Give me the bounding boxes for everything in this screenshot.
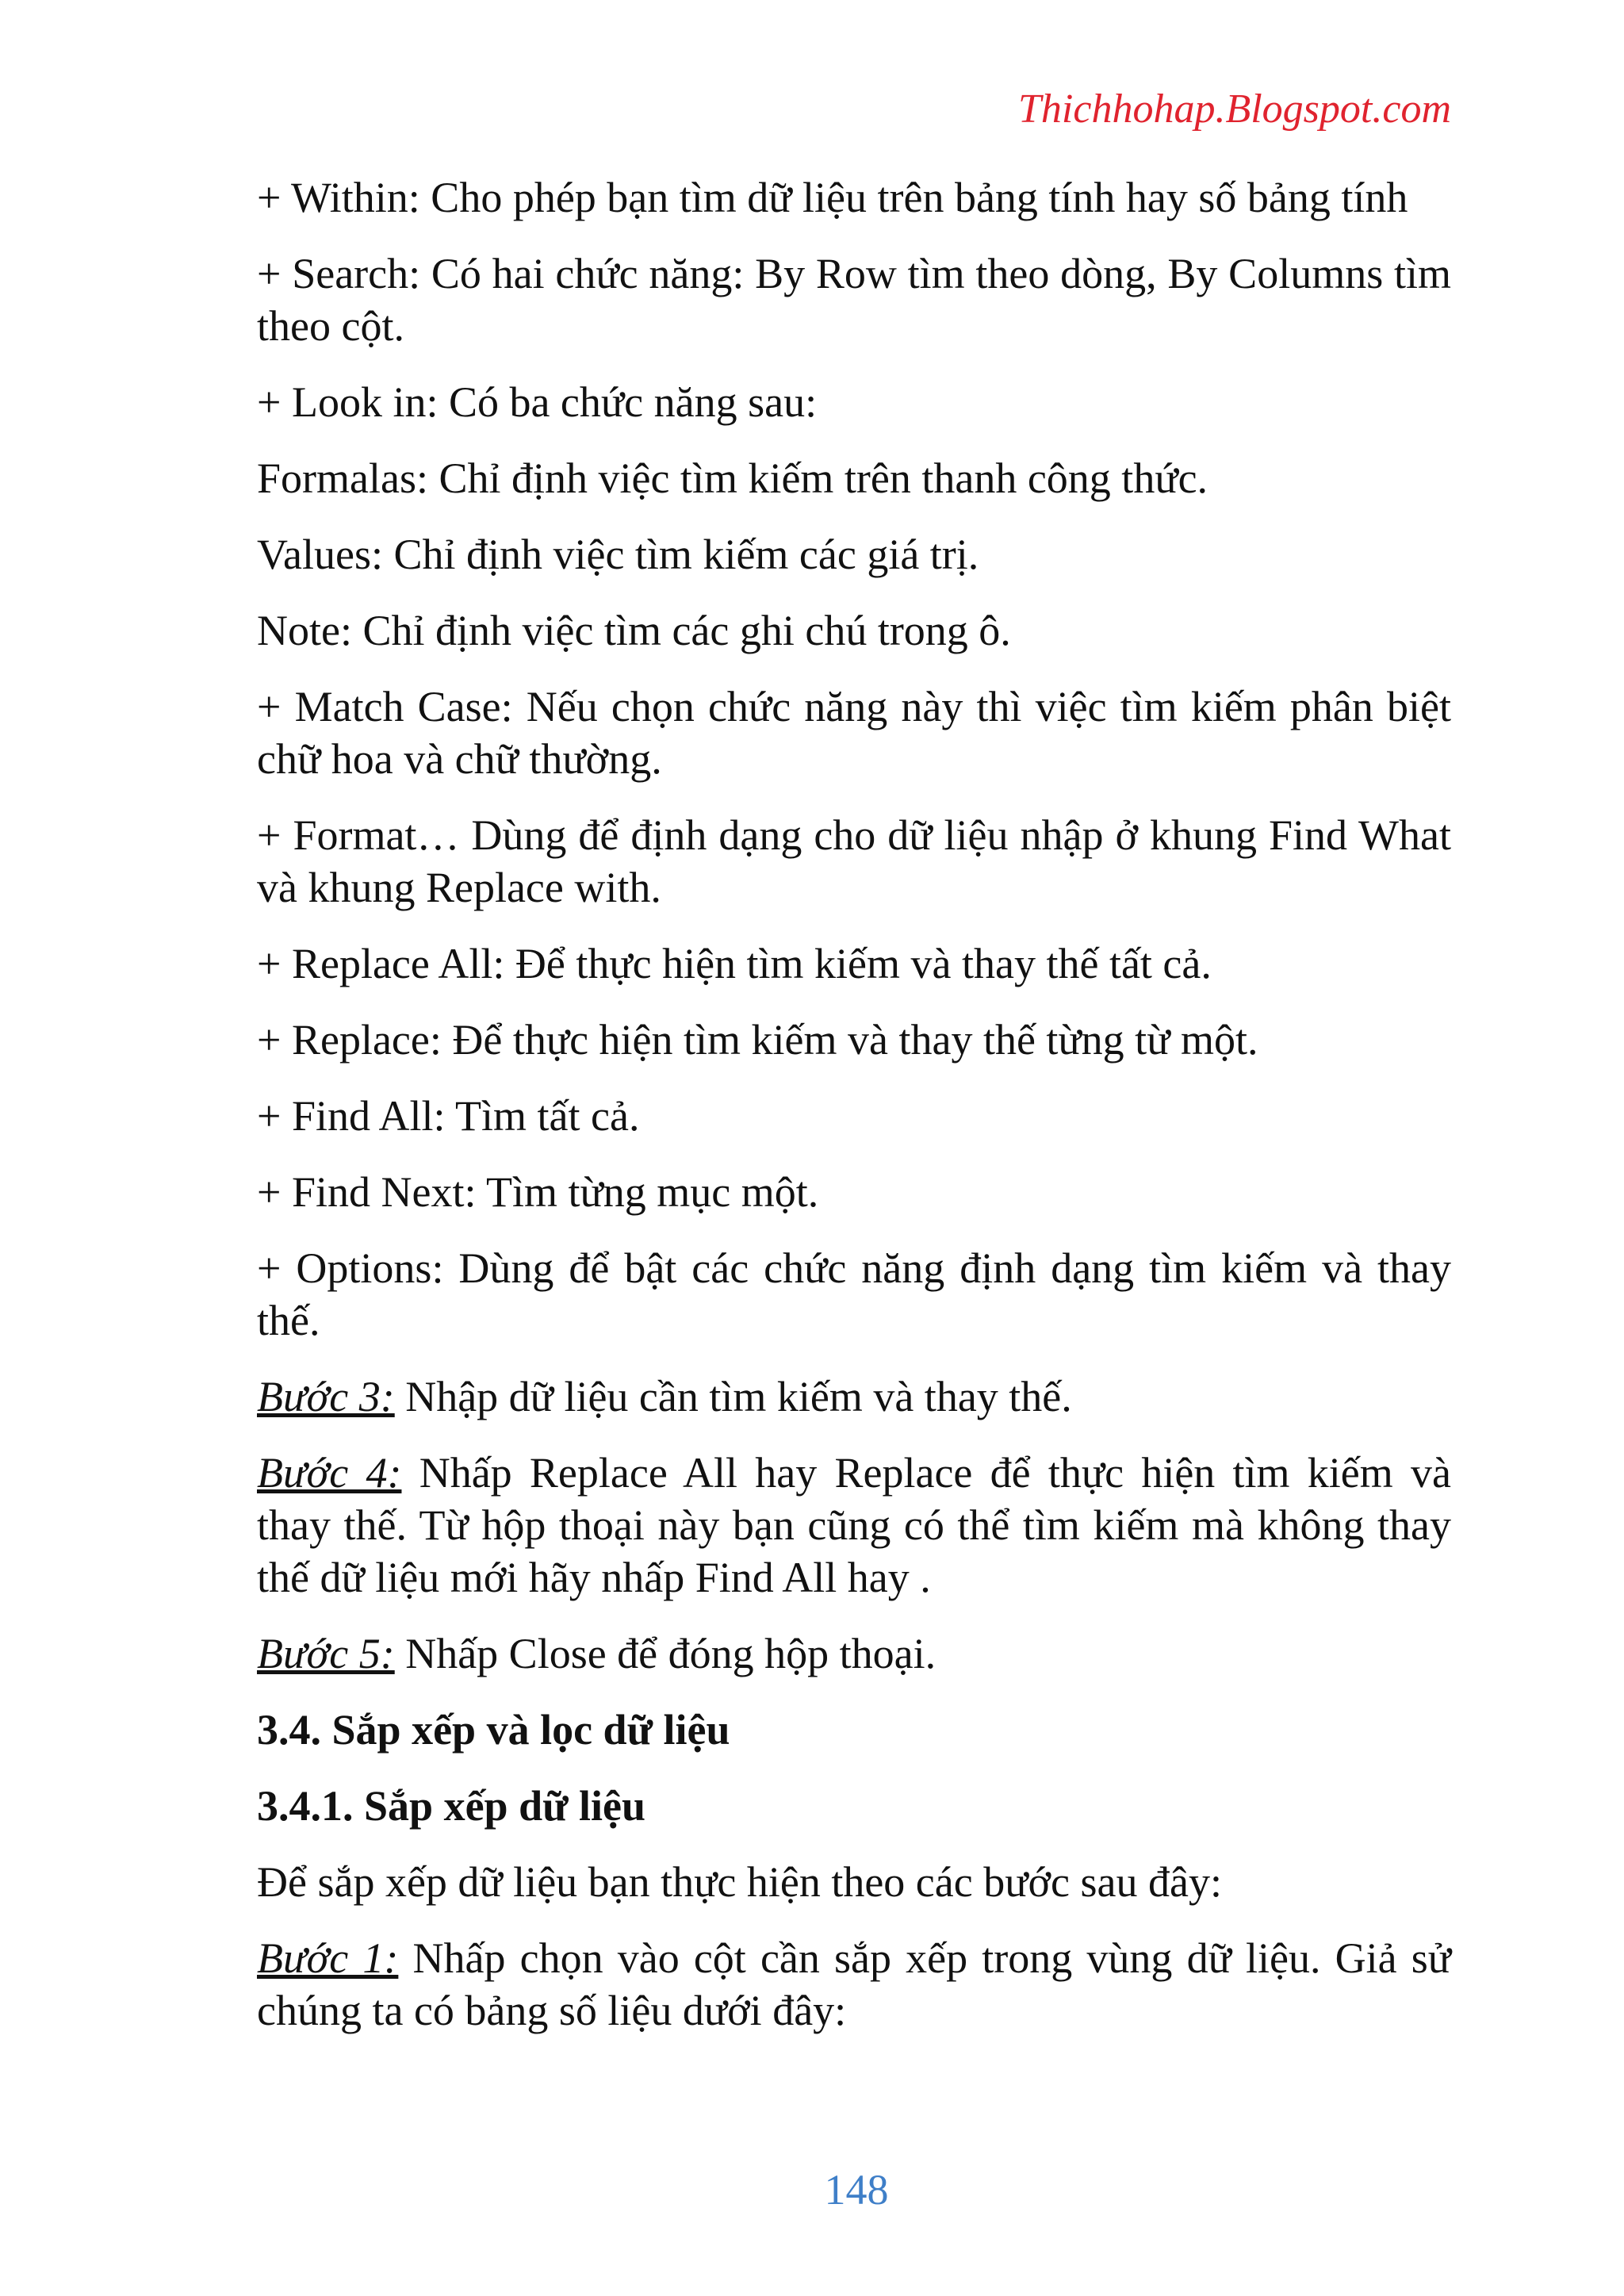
- sort-intro: Để sắp xếp dữ liệu bạn thực hiện theo các bước sau đây:: [257, 1858, 1222, 1906]
- step-4-text: Nhấp Replace All hay Replace để thực hiện tìm kiếm và thay thế. Từ hộp thoại này bạn cũng có thể tìm kiếm mà không thay thế dữ liệu mới hãy nhấp Find All hay .: [257, 1449, 1451, 1601]
- header-site-name: Thichhohap.Blogspot.com: [1018, 86, 1451, 132]
- para-find-next: + Find Next: Tìm từng mục một.: [257, 1168, 819, 1216]
- para-match-case: + Match Case: Nếu chọn chức năng này thì việc tìm kiếm phân biệt chữ hoa và chữ thường.: [257, 683, 1451, 783]
- step-3: [257, 1370, 1451, 1423]
- step-1-label: Bước 1:: [257, 1934, 399, 1982]
- step-5-label: Bước 5:: [257, 1630, 395, 1677]
- para-replace-all: + Replace All: Để thực hiện tìm kiếm và thay thế tất cả.: [257, 940, 1212, 987]
- para-formalas: Formalas: Chỉ định việc tìm kiếm trên thanh công thức.: [257, 454, 1208, 502]
- step-4: [257, 1447, 1451, 1604]
- para-values: Values: Chỉ định việc tìm kiếm các giá trị.: [257, 531, 979, 578]
- step-1: [257, 1932, 1451, 2037]
- step-5: [257, 1627, 1451, 1680]
- para-within: + Within: Cho phép bạn tìm dữ liệu trên bảng tính hay số bảng tính: [257, 174, 1408, 221]
- para-replace: + Replace: Để thực hiện tìm kiếm và thay thế từng từ một.: [257, 1016, 1258, 1064]
- step-3-text: Nhập dữ liệu cần tìm kiếm và thay thế.: [394, 1373, 1072, 1420]
- step-5-text: Nhấp Close để đóng hộp thoại.: [394, 1630, 936, 1677]
- para-find-all: + Find All: Tìm tất cả.: [257, 1092, 640, 1140]
- para-look-in: + Look in: Có ba chức năng sau:: [257, 378, 818, 426]
- section-heading: 3.4. Sắp xếp và lọc dữ liệu: [257, 1706, 730, 1754]
- para-search: + Search: Có hai chức năng: By Row tìm theo dòng, By Columns tìm theo cột.: [257, 250, 1451, 350]
- subsection-heading: 3.4.1. Sắp xếp dữ liệu: [257, 1782, 646, 1830]
- step-1-text: Nhấp chọn vào cột cần sắp xếp trong vùng dữ liệu. Giả sử chúng ta có bảng số liệu dưới đây:: [257, 1934, 1451, 2034]
- page-number: 148: [824, 2166, 889, 2214]
- para-options: + Options: Dùng để bật các chức năng định dạng tìm kiếm và thay thế.: [257, 1244, 1451, 1344]
- para-format: + Format… Dùng để định dạng cho dữ liệu nhập ở khung Find What và khung Replace with.: [257, 811, 1451, 911]
- step-3-label: Bước 3:: [257, 1373, 395, 1420]
- step-4-label: Bước 4:: [257, 1449, 402, 1497]
- page-content: [257, 171, 1451, 2060]
- para-note: Note: Chỉ định việc tìm các ghi chú trong ô.: [257, 607, 1011, 654]
